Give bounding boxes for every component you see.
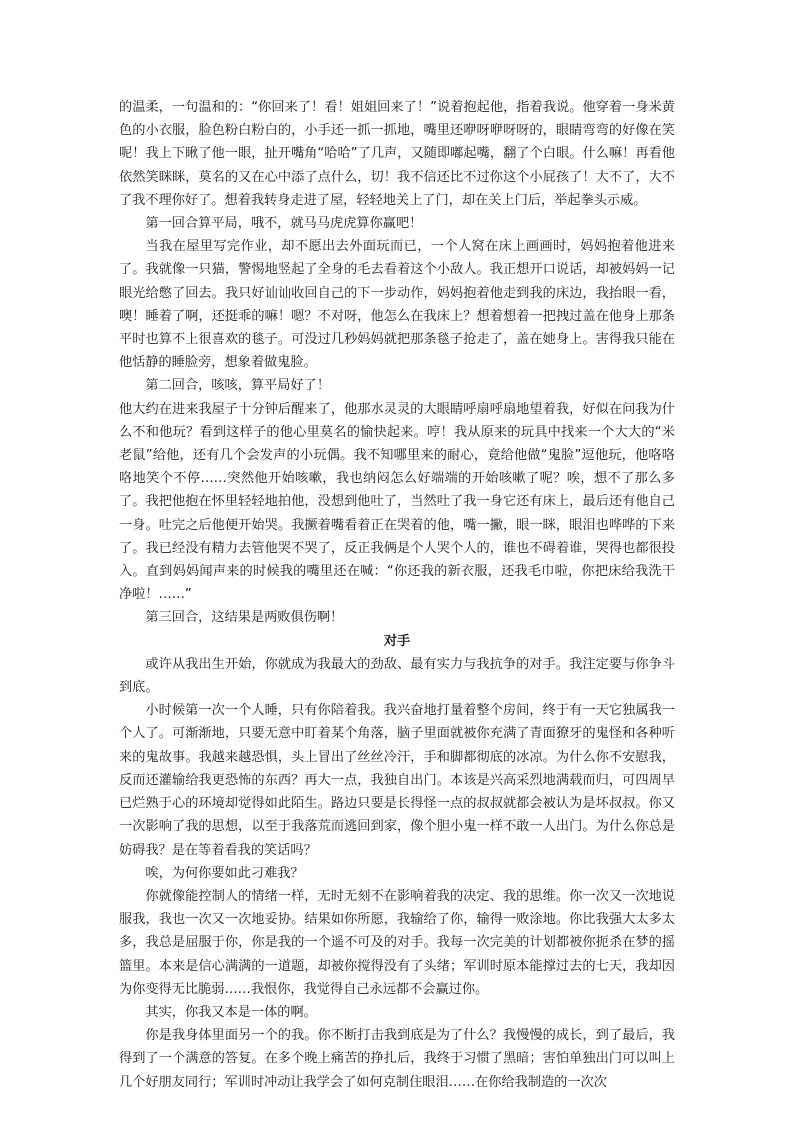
paragraph: 唉，为何你要如此刁难我？ — [145, 865, 304, 881]
paragraph: 他大约在进来我屋子十分钟后醒来了，他那水灵灵的大眼睛呼扇呼扇地望着我，好似在问我为什么不和他玩？看到这样子的他心里莫名的愉快起来。哼！我从原来的玩具中找来一个大大的“米老鼠”给他，还有几个会发声的小玩偶。我不知哪里来的耐心，竟给他做“鬼脸”逗他玩，他咯咯咯地笑个不停……突然他开始咳嗽，我也纳闷怎么好端端的开始咳嗽了呢？唉，想不了那么多了。我把他抱在怀里轻轻地拍他，没想到他吐了，当然吐了我一身它还有床上，最后还有他自己一身。吐完之后他便开始哭。我撅着嘴看着正在哭着的他，嘴一撇，眼一眯，眼泪也哗哗的下来了。我已经没有精力去管他哭不哭了，反正我俩是个人哭个人的，谁也不碍着谁，哭得也都很投入。直到妈妈闻声来的时候我的嘴里还在喊：“你还我的新衣服，还我毛巾啦，你把床给我洗干净啦！……” — [119, 401, 675, 603]
essay-title: 对手 — [383, 633, 411, 649]
paragraph: 小时候第一次一个人睡，只有你陪着我。我兴奋地打量着整个房间，终于有一天它独属我一个人了。可渐渐地，只要无意中盯着某个角落，脑子里面就被你充满了青面獠牙的鬼怪和各种听来的鬼故事。我越来越恐惧，头上冒出了丝丝冷汗，手和脚都彻底的冰凉。为什么你不安慰我，反而还灌输给我更恐怖的东西？再大一点，我独自出门。本该是兴高采烈地满载而归，可四周早已烂熟于心的环境却觉得如此陌生。路边只要是长得怪一点的叔叔就都会被认为是坏叔叔。你又一次影响了我的思想，以至于我落荒而逃回到家，像个胆小鬼一样不敢一人出门。为什么你总是妨碍我？是在等着看我的笑话吗？ — [119, 703, 675, 858]
paragraph: 第三回合，这结果是两败俱伤啊！ — [145, 610, 344, 626]
paragraph: 当我在屋里写完作业，却不愿出去外面玩而已，一个人窝在床上画画时，妈妈抱着他进来了。我就像一只猫，警惕地竖起了全身的毛去看着这个小敌人。我正想开口说话，却被妈妈一记眼光给憋了回去。我只好讪讪收回自己的下一步动作，妈妈抱着他走到我的床边，我抬眼一看，噢！睡着了啊，还挺乖的嘛！嗯？不对呀，他怎么在我床上？想着想着一把拽过盖在他身上那条平时也算不上很喜欢的毯子。可没过几秒妈妈就把那条毯子抢走了，盖在她身上。害得我只能在他恬静的睡脸旁，想象着做鬼脸。 — [119, 239, 675, 371]
paragraph: 你是我身体里面另一个的我。你不断打击我到底是为了什么？我慢慢的成长，到了最后，我得到了一个满意的答复。在多个晚上痛苦的挣扎后，我终于习惯了黑暗；害怕单独出门可以叫上几个好朋友同行；军训时冲动让我学会了如何克制住眼泪……在你给我制造的一次次 — [119, 1028, 675, 1090]
paragraph: 其实，你我又本是一体的啊。 — [145, 1004, 317, 1020]
paragraph: 第一回合算平局，哦不，就马马虎虎算你赢吧！ — [145, 216, 423, 232]
paragraph: 第二回合，咳咳，算平局好了！ — [145, 378, 331, 394]
paragraph: 你就像能控制人的情绪一样，无时无刻不在影响着我的决定、我的思维。你一次又一次地说服我，我也一次又一次地妥协。结果如你所愿，我输给了你，输得一败涂地。你比我强大太多太多，我总是屈服于你，你是我的一个遥不可及的对手。我每一次完美的计划都被你扼杀在梦的摇篮里。本来是信心满满的一道题，却被你搅得没有了头绪；军训时原本能撑过去的七天，我却因为你变得无比脆弱……我恨你，我觉得自己永远都不会赢过你。 — [119, 888, 675, 997]
paragraph: 或许从我出生开始，你就成为我最大的劲敌、最有实力与我抗争的对手。我注定要与你争斗到底。 — [119, 656, 675, 696]
document-body — [119, 96, 675, 1094]
paragraph: 的温柔，一句温和的：“你回来了！看！姐姐回来了！”说着抱起他，指着我说。他穿着一身米黄色的小衣服，脸色粉白粉白的，小手还一抓一抓地，嘴里还咿呀咿呀呀的，眼睛弯弯的好像在笑呢！我上下瞅了他一眼，扯开嘴角“哈哈”了几声，又随即嘟起嘴，翻了个白眼。什么嘛！再看他依然笑眯眯，莫名的又在心中添了点什么，切！我不信还比不过你这个小屁孩了！大不了，大不了我不理你好了。想着我转身走进了屋，轻轻地关上了门，却在关上门后，举起拳头示威。 — [119, 100, 675, 208]
